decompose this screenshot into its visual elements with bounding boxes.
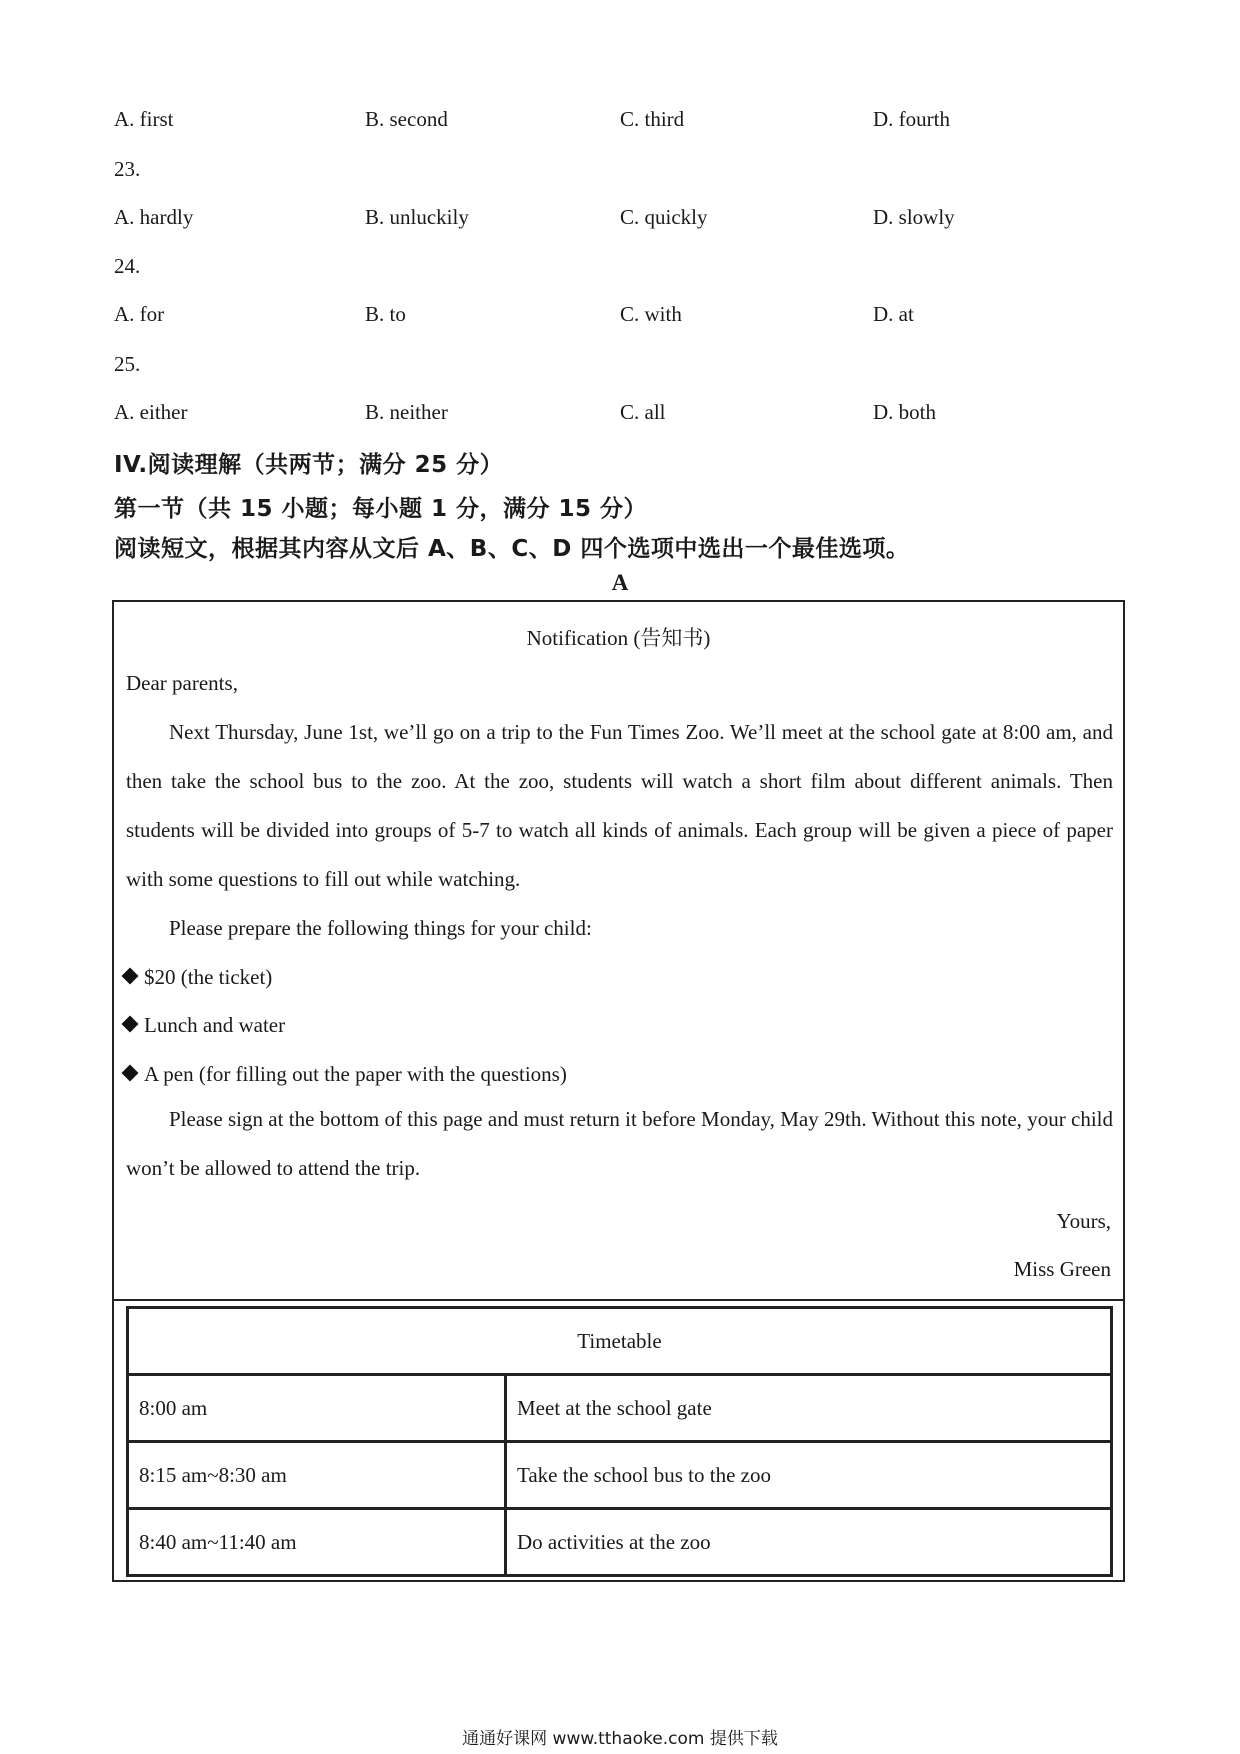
section-subheading: 第一节（共 15 小题；每小题 1 分，满分 15 分） [114, 496, 648, 522]
question-number: 24. [114, 254, 141, 278]
divider [114, 1299, 1123, 1301]
option-a: A. hardly [114, 205, 194, 229]
time-cell: 8:40 am~11:40 am [128, 1509, 506, 1576]
notification-box [112, 600, 1125, 1582]
section-heading: IV.阅读理解（共两节；满分 25 分） [114, 452, 504, 478]
option-c: C. third [620, 107, 685, 131]
time-cell: 8:15 am~8:30 am [128, 1442, 506, 1509]
diamond-bullet-icon [122, 1016, 139, 1033]
table-row [128, 1308, 1112, 1375]
option-c: C. all [620, 400, 666, 424]
table-row [128, 1509, 1112, 1576]
closing: Yours, [1056, 1209, 1111, 1233]
table-row [128, 1442, 1112, 1509]
option-d: D. slowly [873, 205, 955, 229]
option-b: B. unluckily [365, 205, 469, 229]
options-row [114, 205, 1124, 235]
option-a: A. either [114, 400, 188, 424]
footer: 通通好课网 www.tthaoke.com 提供下载 [462, 1729, 778, 1749]
option-d: D. at [873, 302, 914, 326]
activity-cell: Meet at the school gate [506, 1375, 1112, 1442]
list-item-text: A pen (for filling out the paper with the questions) [144, 1062, 567, 1086]
greeting: Dear parents, [126, 671, 238, 695]
option-c: C. with [620, 302, 682, 326]
options-row [114, 400, 1124, 430]
options-row [114, 107, 1124, 137]
option-c: C. quickly [620, 205, 708, 229]
option-a: A. for [114, 302, 165, 326]
time-cell: 8:00 am [128, 1375, 506, 1442]
options-row [114, 302, 1124, 332]
section-instruction: 阅读短文，根据其内容从文后 A、B、C、D 四个选项中选出一个最佳选项。 [114, 536, 910, 562]
diamond-bullet-icon [122, 1065, 139, 1082]
question-number: 25. [114, 352, 141, 376]
option-b: B. second [365, 107, 448, 131]
option-b: B. to [365, 302, 406, 326]
list-item [118, 965, 272, 990]
option-b: B. neither [365, 400, 448, 424]
list-item [118, 1062, 567, 1087]
timetable-title: Timetable [128, 1308, 1112, 1375]
paragraph: Please sign at the bottom of this page and must return it before Monday, May 29th. Without this note, your child won’t be allowed to attend the trip. [126, 1107, 1113, 1180]
diamond-bullet-icon [122, 968, 139, 985]
table-row [128, 1375, 1112, 1442]
signature: Miss Green [1013, 1257, 1111, 1281]
timetable [126, 1306, 1113, 1577]
paragraph: Next Thursday, June 1st, we’ll go on a trip to the Fun Times Zoo. We’ll meet at the school gate at 8:00 am, and then take the school bus to the zoo. At the zoo, students will watch a short film about different animals. Then students will be divided into groups of 5-7 to watch all kinds of animals. Each group will be given a piece of paper with some questions to fill out while watching. [126, 720, 1113, 891]
passage-label: A [611, 570, 629, 595]
option-a: A. first [114, 107, 174, 131]
notification-title: Notification (告知书) [526, 626, 711, 650]
question-number: 23. [114, 157, 141, 181]
activity-cell: Do activities at the zoo [506, 1509, 1112, 1576]
paragraph: Please prepare the following things for your child: [169, 916, 592, 940]
list-item-text: Lunch and water [144, 1013, 286, 1037]
activity-cell: Take the school bus to the zoo [506, 1442, 1112, 1509]
option-d: D. both [873, 400, 936, 424]
option-d: D. fourth [873, 107, 950, 131]
list-item [118, 1013, 285, 1038]
list-item-text: $20 (the ticket) [144, 965, 273, 989]
